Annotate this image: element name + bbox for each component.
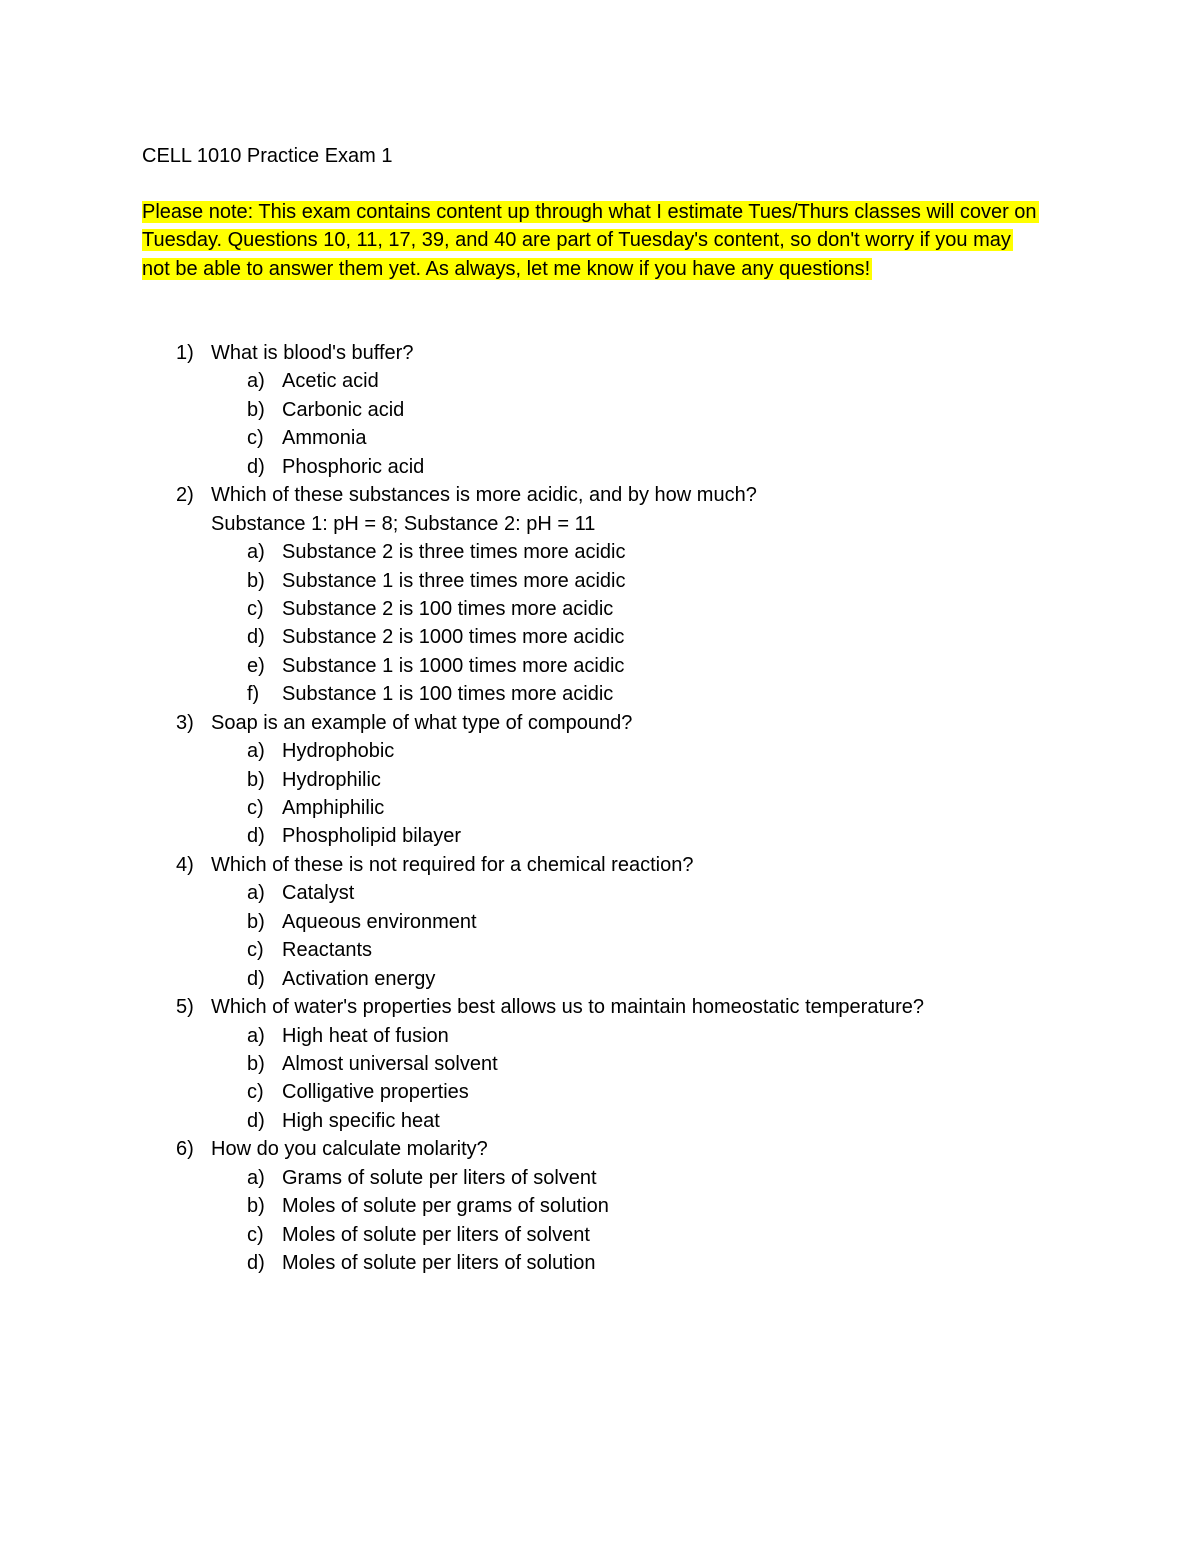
option-text: Substance 1 is 1000 times more acidic [282,654,625,677]
answer-option [0,396,1200,424]
option-letter: a) [247,1166,265,1189]
option-text: Substance 1 is three times more acidic [282,569,626,592]
answer-option [0,1050,1200,1078]
option-letter: d) [247,1252,265,1274]
option-letter: c) [247,1223,264,1246]
option-letter: a) [247,740,265,763]
question-item [0,1135,1200,1163]
option-letter: b) [247,569,265,592]
question-detail-line [0,510,1200,538]
option-letter: d) [247,967,265,990]
question-item [0,339,1200,367]
question-text: Soap is an example of what type of compound? [211,711,633,734]
option-text: Activation energy [282,967,436,990]
question-list [0,339,1200,1277]
option-letter: c) [247,1081,264,1104]
question-text: How do you calculate molarity? [211,1138,488,1161]
option-text: High specific heat [282,1109,440,1132]
option-letter: c) [247,939,264,962]
question-number: 3) [176,711,194,734]
option-letter: d) [247,1109,265,1132]
option-text: Carbonic acid [282,398,405,421]
question-text: Which of these substances is more acidic, and by how much? [211,484,757,507]
option-text: Moles of solute per liters of solvent [282,1223,590,1246]
answer-option [0,879,1200,907]
answer-option [0,595,1200,623]
option-text: Aqueous environment [282,910,477,933]
answer-option [0,1107,1200,1135]
option-text: Colligative properties [282,1081,469,1104]
answer-option [0,1249,1200,1277]
option-text: Substance 2 is 100 times more acidic [282,597,614,620]
answer-option [0,367,1200,395]
answer-option [0,766,1200,794]
option-letter: a) [247,1024,265,1047]
option-text: Substance 2 is three times more acidic [282,541,626,564]
option-letter: b) [247,1195,265,1218]
option-letter: a) [247,541,265,564]
question-text: Which of these is not required for a chemical reaction? [211,853,694,876]
option-text: Substance 1 is 100 times more acidic [282,683,614,706]
answer-option [0,567,1200,595]
answer-option [0,1164,1200,1192]
question-item [0,709,1200,737]
highlighted-note [142,198,1042,283]
option-text: Phospholipid bilayer [282,825,462,848]
option-letter: a) [247,370,265,393]
answer-option [0,822,1200,850]
document-title: CELL 1010 Practice Exam 1 [142,145,393,167]
option-letter: e) [247,654,265,677]
option-letter: b) [247,398,265,421]
question-text: Which of water's properties best allows us to maintain homeostatic temperature? [211,996,925,1019]
question-detail: Substance 1: pH = 8; Substance 2: pH = 11 [211,512,596,535]
question-item [0,993,1200,1021]
option-text: Catalyst [282,882,355,905]
option-text: Almost universal solvent [282,1052,498,1075]
answer-option [0,936,1200,964]
option-letter: b) [247,1052,265,1075]
option-letter: b) [247,768,265,791]
question-number: 6) [176,1138,194,1161]
option-letter: d) [247,455,265,478]
answer-option [0,908,1200,936]
option-text: Substance 2 is 1000 times more acidic [282,626,625,649]
option-text: Reactants [282,939,373,962]
option-text: Grams of solute per liters of solvent [282,1166,597,1189]
option-text: Acetic acid [282,370,379,393]
option-letter: f) [247,683,260,706]
answer-option [0,1022,1200,1050]
question-item [0,851,1200,879]
answer-option [0,652,1200,680]
answer-option [0,1078,1200,1106]
question-number: 2) [176,484,194,507]
question-item [0,481,1200,509]
option-letter: c) [247,427,264,450]
question-number: 5) [176,996,194,1019]
question-text: What is blood's buffer? [211,342,414,364]
option-letter: a) [247,882,265,905]
option-text: Amphiphilic [282,797,385,819]
answer-option [0,737,1200,765]
answer-option [0,623,1200,651]
option-text: Hydrophilic [282,768,381,791]
answer-option [0,424,1200,452]
question-number: 1) [176,342,194,364]
option-letter: d) [247,626,265,649]
option-text: High heat of fusion [282,1024,449,1047]
option-letter: d) [247,825,265,848]
answer-option [0,794,1200,822]
option-text: Moles of solute per liters of solution [282,1252,596,1274]
option-letter: c) [247,597,264,620]
question-number: 4) [176,853,194,876]
option-text: Ammonia [282,427,367,450]
answer-option [0,1221,1200,1249]
answer-option [0,965,1200,993]
option-text: Moles of solute per grams of solution [282,1195,609,1218]
option-text: Phosphoric acid [282,455,425,478]
answer-option [0,538,1200,566]
option-letter: b) [247,910,265,933]
answer-option [0,680,1200,708]
option-text: Hydrophobic [282,740,395,763]
note-text: Please note: This exam contains content up through what I estimate Tues/Thurs classes will cover on Tuesday. Questions 10, 11, 17, 39, and 40 are part of Tuesday's content, so don't worry if you may not be able to answer them yet. As always, let me know if you have any questions! [142,201,1037,280]
option-letter: c) [247,797,264,819]
answer-option [0,1192,1200,1220]
answer-option [0,453,1200,481]
